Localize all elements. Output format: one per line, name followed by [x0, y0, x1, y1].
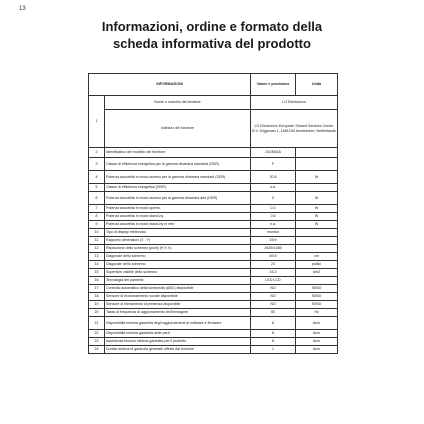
row-label: Potenza assorbita in modo stand-by in rete [105, 221, 251, 229]
row-label: Risoluzione dello schermo (pixel) (H X V) [105, 245, 251, 253]
table-row [89, 309, 338, 317]
row-unit: Anni [296, 346, 338, 354]
row-label: Potenza assorbita in modo acceso per la gamma dinamica standard (SDR) [105, 171, 251, 184]
row-value: 20.8 [251, 171, 296, 184]
row-label: Tasso di frequenza di aggiornamento dell'immagine [105, 309, 251, 317]
row-label: Sensore di rilevamento di presenza disponibile [105, 301, 251, 309]
row-value: 59.8 [251, 253, 296, 261]
table-row [89, 330, 338, 338]
row-number: 2 [89, 148, 105, 158]
row-number: 17 [89, 285, 105, 293]
row-unit [296, 277, 338, 285]
row-unit: SI/NO [296, 301, 338, 309]
row-value: 8 [251, 338, 296, 346]
row-label: Disponibilità minima garantita delle parti [105, 330, 251, 338]
row-label: Diagonale dello schermo [105, 261, 251, 269]
row-number: 13 [89, 253, 105, 261]
row-number: 12 [89, 245, 105, 253]
table-row [89, 237, 338, 245]
row-value: LED LCD [251, 277, 296, 285]
row-value: NO [251, 285, 296, 293]
row-label: Diagonale dello schermo [105, 253, 251, 261]
row-number: 7 [89, 205, 105, 213]
row-value: n.a. [251, 221, 296, 229]
row-label: Identificativo del modello del fornitore [105, 148, 251, 158]
row-unit: W [296, 221, 338, 229]
row-label: Assistenza tecnica minima garantita per il prodotto [105, 338, 251, 346]
page-title [60, 18, 364, 52]
row-value: LG Electronics European Shared Services Center B.V. Krijgsman 1, 1186 DM Amstelveen, Netherlands [251, 110, 338, 148]
table-row [89, 192, 338, 205]
row-value: n.a. [251, 184, 296, 192]
row-number: 16 [89, 277, 105, 285]
row-value: NO [251, 301, 296, 309]
row-unit [296, 245, 338, 253]
row-unit: Anni [296, 330, 338, 338]
row-unit [296, 184, 338, 192]
row-value: 16:9 [251, 237, 296, 245]
row-label: Indirizzo del fornitore [105, 110, 251, 148]
row-value: NO [251, 293, 296, 301]
row-unit [296, 229, 338, 237]
row-number: 20 [89, 309, 105, 317]
header-unit: Unità [296, 74, 338, 96]
row-label: Potenza assorbita in modo stand-by [105, 213, 251, 221]
title-line-1: Informazioni, ordine e formato della [101, 19, 323, 34]
row-number: 3 [89, 158, 105, 171]
row-value: 1920x1080 [251, 245, 296, 253]
row-unit [296, 237, 338, 245]
row-unit: W [296, 192, 338, 205]
row-unit: W [296, 213, 338, 221]
row-value: F [251, 158, 296, 171]
row-value: 8 [251, 317, 296, 330]
row-unit: SI/NO [296, 285, 338, 293]
row-number: 8 [89, 213, 105, 221]
table-row [89, 253, 338, 261]
row-value: 24 [251, 261, 296, 269]
row-label: Classe di efficienza energetica per la gamma dinamica standard (SDR) [105, 158, 251, 171]
row-value: monitor [251, 229, 296, 237]
table-row [89, 158, 338, 171]
table-row [89, 285, 338, 293]
row-unit: SI/NO [296, 293, 338, 301]
row-label: Superficie visibile dello schermo [105, 269, 251, 277]
row-label: Tipo di display elettronico [105, 229, 251, 237]
title-line-2: scheda informativa del prodotto [113, 36, 311, 51]
table-row [89, 213, 338, 221]
row-label: Controllo automatico della luminosità (ABC) disponibile [105, 285, 251, 293]
row-unit: cm [296, 253, 338, 261]
table-row [89, 245, 338, 253]
row-unit: W [296, 205, 338, 213]
row-label: Disponibilità minima garantita degli aggiornamenti di software e firmware [105, 317, 251, 330]
row-label: Potenza assorbita in modo spento [105, 205, 251, 213]
table-row [89, 269, 338, 277]
row-unit [296, 148, 338, 158]
table-row [89, 148, 338, 158]
row-label: Sensore di riconoscimento vocale disponibile [105, 293, 251, 301]
row-number: 22 [89, 330, 105, 338]
row-value: 24GN53A [251, 148, 296, 158]
row-number: 21 [89, 317, 105, 330]
row-number: 11 [89, 237, 105, 245]
row-number: 24 [89, 346, 105, 354]
table-row [89, 171, 338, 184]
row-unit: pollici [296, 261, 338, 269]
row-number: 9 [89, 221, 105, 229]
row-label: Durata minima di garanzia generale offerta dal fornitore [105, 346, 251, 354]
row-label: Potenza assorbita in modo acceso per la gamma dinamica alta (HDR) [105, 192, 251, 205]
table-row [89, 346, 338, 354]
row-number: 6 [89, 192, 105, 205]
row-number: 14 [89, 261, 105, 269]
row-unit: Anni [296, 317, 338, 330]
header-information: INFORMAZIONI [89, 74, 251, 96]
row-unit: W [296, 171, 338, 184]
row-number: 4 [89, 171, 105, 184]
row-value: 0.5 [251, 213, 296, 221]
row-number: 1 [89, 96, 105, 148]
row-unit [296, 158, 338, 171]
row-number: 23 [89, 338, 105, 346]
row-label: Classe di efficienza energetica (HDR) [105, 184, 251, 192]
row-value: 0.3 [251, 205, 296, 213]
row-unit: Hz [296, 309, 338, 317]
table-row [89, 293, 338, 301]
row-value: 0 [251, 192, 296, 205]
row-label: Rapporto dimensioni (X : Y) [105, 237, 251, 245]
table-row [89, 221, 338, 229]
table-row [89, 301, 338, 309]
row-value: LG Electronics [251, 96, 338, 110]
row-unit: dm2 [296, 269, 338, 277]
table-row [89, 338, 338, 346]
product-info-table [88, 73, 338, 354]
row-value: 1 [251, 346, 296, 354]
table-row [89, 317, 338, 330]
row-number: 18 [89, 293, 105, 301]
row-label: Nome o marchio del fornitore [105, 96, 251, 110]
header-value: Valore e precisione [251, 74, 296, 96]
row-value: 50 [251, 309, 296, 317]
row-unit: Anni [296, 338, 338, 346]
row-number: 5 [89, 184, 105, 192]
table-header-row [89, 74, 338, 96]
row-number: 10 [89, 229, 105, 237]
table-row [89, 96, 338, 110]
table-row [89, 184, 338, 192]
row-value: 8 [251, 330, 296, 338]
table-row [89, 205, 338, 213]
table-row [89, 229, 338, 237]
table-row [89, 110, 338, 148]
table-row [89, 261, 338, 269]
row-value: 15.3 [251, 269, 296, 277]
row-label: Tecnologia del pannello [105, 277, 251, 285]
page-number: 13 [19, 6, 26, 12]
row-number: 15 [89, 269, 105, 277]
table-row [89, 277, 338, 285]
row-number: 19 [89, 301, 105, 309]
